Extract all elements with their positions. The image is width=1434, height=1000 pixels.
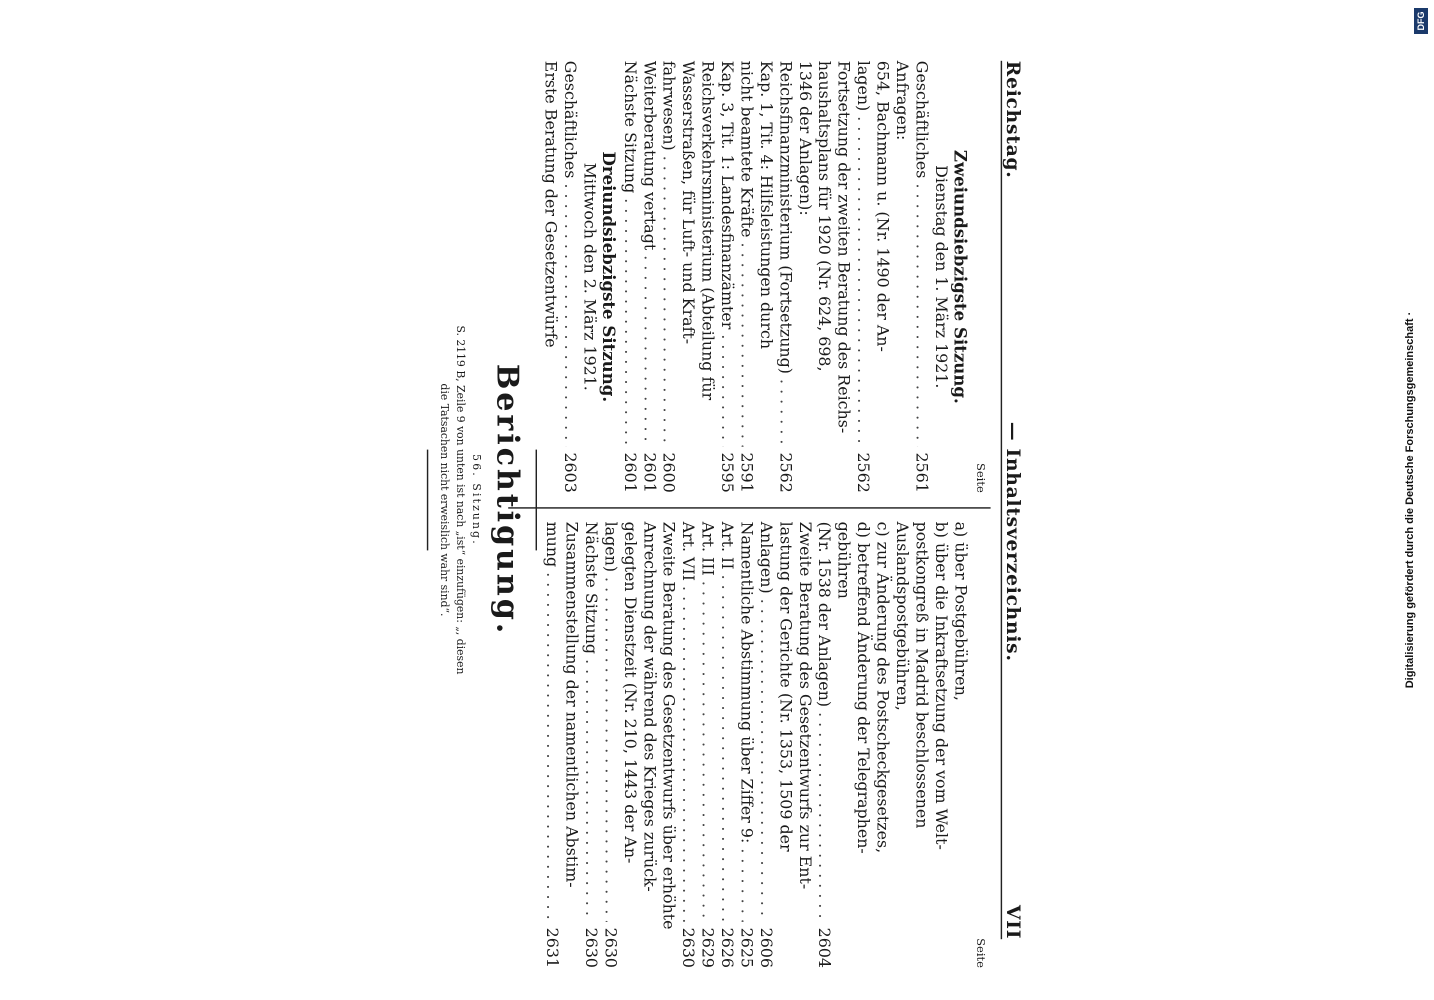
page-label: Seite (974, 938, 988, 968)
entry-text: Kap. 3, Tit. 1: Landesfinanzämter . . . (717, 61, 736, 447)
entry-text: lagen) . . . (600, 522, 619, 922)
header-left: Reichstag. (1002, 60, 1024, 179)
toc-entry (853, 61, 872, 493)
entry-text: Namentliche Abstimmung über Ziffer 9: . . . (736, 522, 755, 922)
session-title: Zweiundsiebzigste Sitzung. (950, 149, 970, 404)
toc-entry (560, 61, 579, 493)
toc-entry: Zweite Beratung des Gesetzentwurfs über erhöhte (659, 521, 678, 930)
toc-entry: 654, Bachmann u. (Nr. 1490 der An- (873, 60, 892, 352)
header-center: — Inhaltsverzeichnis. (1002, 421, 1024, 662)
toc-entry: gelegten Dienstzeit (Nr. 210, 1443 der An- (620, 521, 639, 864)
credit-text: Digitalisierung gefördert durch die Deutsche Forschungsgemeinschaft · (1404, 311, 1416, 689)
toc-entry: Zusammenstellung der namentlichen Abstim- (562, 521, 581, 888)
entry-page: 2629 (698, 927, 717, 968)
dfg-logo (1414, 8, 1428, 34)
toc-entry: gebühren (834, 521, 853, 599)
entry-page: 2630 (601, 927, 620, 968)
toc-entry: Reichsverkehrsministerium (Abteilung für (698, 60, 717, 401)
toc-entry: postkongreß in Madrid beschlossenen (912, 521, 931, 829)
toc-entry (814, 522, 833, 968)
entry-page: 2631 (542, 927, 561, 968)
toc-entry (600, 522, 619, 968)
entry-page: 2630 (581, 927, 600, 968)
toc-entry (911, 61, 930, 493)
toc-entry (717, 61, 736, 493)
toc-entry (678, 522, 697, 968)
errata-title: Berichtigung. (490, 363, 526, 637)
toc-entry: a) über Postgebühren, (951, 521, 969, 701)
entry-page: 2603 (560, 452, 579, 493)
toc-entry: Auslandspostgebühren, (892, 521, 911, 711)
entry-page: 2604 (814, 927, 833, 968)
entry-text: Geschäftliches . . . (560, 61, 579, 447)
toc-entry: Erste Beratung der Gesetzentwürfe (541, 60, 560, 348)
entry-text: (Nr. 1538 der Anlagen) . . . (814, 522, 833, 922)
errata-line: die Tatsachen nicht erweislich wahr sind“. (438, 383, 452, 617)
errata-block (407, 61, 537, 939)
rotated-page (400, 32, 1034, 968)
entry-text: Anlagen) . . . (756, 522, 775, 922)
toc-entry: Fortsetzung der zweiten Beratung des Reichs- (834, 60, 853, 434)
entry-text: Geschäftliches . . . (911, 61, 930, 447)
left-column (541, 61, 991, 493)
toc-entry: haushaltsplans für 1920 (Nr. 624, 698, (814, 60, 833, 372)
entry-text: Weiterberatung vertagt . . . (639, 61, 658, 447)
entry-text: Art. II . . . (717, 522, 736, 922)
toc-entry: 1346 der Anlagen): (795, 60, 814, 216)
running-header (1001, 61, 1034, 939)
page-label: Seite (974, 462, 988, 493)
session-title: Dreiundsiebzigste Sitzung. (598, 151, 619, 403)
entry-page: 2630 (678, 927, 697, 968)
entry-page: 2591 (737, 452, 756, 493)
session-date: Mittwoch den 2. März 1921. (580, 162, 599, 391)
entry-text: Nächste Sitzung . . . (620, 61, 639, 447)
toc-entry (698, 522, 717, 968)
errata-session: 56. Sitzung. (470, 454, 483, 546)
header-page-number: VII (1002, 905, 1024, 940)
toc-entry: Kap. 1, Tit. 4: Hilfsleistungen durch (756, 60, 775, 350)
toc-entry: Wasserstraßen, für Luft- und Kraft- (678, 60, 697, 345)
entry-page: 2606 (756, 927, 775, 968)
toc-entry (581, 522, 600, 968)
entry-text: lagen) . . . (853, 61, 872, 447)
entry-text: Art. VII . . . (678, 522, 697, 922)
column-divider (508, 507, 990, 508)
entry-text: Art. III . . . (698, 522, 717, 922)
toc-entry (736, 61, 755, 493)
toc-entry: Zweite Beratung des Gesetzentwurfs zur Ent- (795, 521, 814, 890)
toc-entry (717, 522, 736, 968)
entry-page: 2561 (912, 452, 931, 493)
entry-page: 2562 (776, 452, 795, 493)
entry-text: mung . . . (542, 522, 561, 922)
entry-page: 2600 (659, 452, 678, 493)
divider-rule (427, 450, 428, 551)
divider-rule (536, 450, 537, 551)
toc-entry (542, 522, 561, 968)
toc-entry (659, 61, 678, 493)
entry-text: Reichsfinanzministerium (Fortsetzung) . . . (775, 61, 794, 447)
entry-page: 2625 (737, 927, 756, 968)
toc-entry: Anfragen: (892, 60, 911, 141)
toc-entry (620, 61, 639, 493)
toc-entry (639, 61, 658, 493)
toc-entry (756, 522, 775, 968)
toc-entry: lastung der Gerichte (Nr. 1353, 1509 der (776, 521, 795, 852)
entry-text: nicht beamtete Kräfte . . . (736, 61, 755, 447)
errata-line: S. 2119 B, Zeile 9 von unten ist nach „ist“ einzufügen: „, diesen (454, 325, 468, 675)
toc-entry: c) zur Änderung des Postscheckgesetzes, (873, 521, 892, 854)
entry-page: 2601 (620, 452, 639, 493)
logo-text: DFG (1416, 11, 1426, 31)
session-date: Dienstag den 1. März 1921. (931, 165, 950, 389)
toc-entry: b) über die Inkraftsetzung der vom Welt- (931, 521, 950, 850)
entry-page: 2595 (717, 452, 736, 493)
entry-page: 2562 (853, 452, 872, 493)
right-column (542, 522, 991, 968)
toc-entry (736, 522, 755, 968)
entry-page: 2626 (717, 927, 736, 968)
digitization-credit (1392, 10, 1428, 990)
toc-entry: Anrechnung der während des Krieges zurück- (639, 521, 658, 892)
toc-entry (775, 61, 794, 493)
entry-text: fahrwesen) . . . (659, 61, 678, 447)
entry-text: Nächste Sitzung . . . (581, 522, 600, 922)
entry-page: 2601 (639, 452, 658, 493)
toc-entry: d) betreffend Änderung der Telegraphen- (853, 521, 872, 854)
